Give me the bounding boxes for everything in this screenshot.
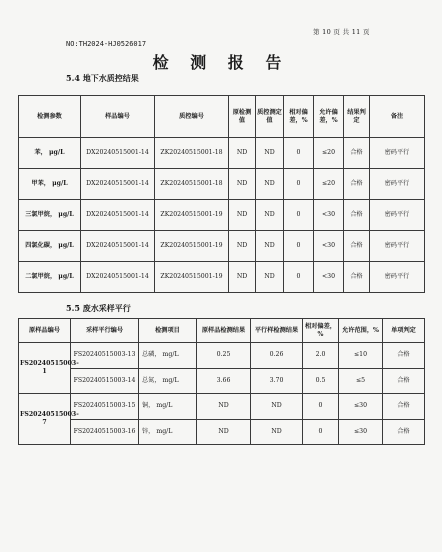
- relative-deviation-cell: 0: [284, 262, 314, 293]
- param-cell: 三氯甲烷， μg/L: [19, 200, 81, 231]
- result-cell: 合格: [383, 343, 425, 369]
- original-sample-id-cell: FS20240515003-1: [19, 343, 71, 394]
- qc-id-cell: ZK20240515001-18: [155, 138, 229, 169]
- page-number: 第 10 页 共 11 页: [313, 28, 370, 36]
- column-header: 允许偏差，%: [314, 96, 344, 138]
- column-header: 采样平行编号: [71, 319, 139, 343]
- note-cell: 密码平行: [370, 200, 425, 231]
- table-row: [19, 169, 425, 200]
- table-row: [19, 419, 425, 445]
- relative-deviation-cell: 0: [284, 169, 314, 200]
- allowed-deviation-cell: <30: [314, 200, 344, 231]
- param-cell: 甲苯， μg/L: [19, 169, 81, 200]
- report-title: 检 测 报 告: [152, 53, 290, 72]
- allowed-deviation-cell: ≤20: [314, 138, 344, 169]
- column-header: 检测项目: [139, 319, 197, 343]
- parallel-id-cell: FS20240515003-14: [71, 368, 139, 394]
- result-cell: 合格: [344, 138, 370, 169]
- qc-value-cell: ND: [256, 169, 284, 200]
- parallel-result-cell: ND: [251, 394, 303, 420]
- original-result-cell: ND: [197, 394, 251, 420]
- relative-deviation-cell: 0: [303, 394, 339, 420]
- column-header: 质控测定值: [256, 96, 284, 138]
- result-cell: 合格: [383, 368, 425, 394]
- note-cell: 密码平行: [370, 231, 425, 262]
- result-cell: 合格: [383, 419, 425, 445]
- test-item-cell: 总氮， mg/L: [139, 368, 197, 394]
- parallel-result-cell: ND: [251, 419, 303, 445]
- sample-id-cell: DX20240515001-14: [81, 262, 155, 293]
- qc-id-cell: ZK20240515001-19: [155, 231, 229, 262]
- original-result-cell: ND: [197, 419, 251, 445]
- original-result-cell: 0.25: [197, 343, 251, 369]
- table-row: [19, 138, 425, 169]
- relative-deviation-cell: 0: [284, 231, 314, 262]
- allowed-deviation-cell: <30: [314, 231, 344, 262]
- sample-id-cell: DX20240515001-14: [81, 200, 155, 231]
- original-value-cell: ND: [229, 231, 256, 262]
- relative-deviation-cell: 0: [284, 200, 314, 231]
- qc-value-cell: ND: [256, 200, 284, 231]
- column-header: 原样品检测结果: [197, 319, 251, 343]
- sample-id-cell: DX20240515001-14: [81, 169, 155, 200]
- note-cell: 密码平行: [370, 169, 425, 200]
- result-cell: 合格: [344, 200, 370, 231]
- qc-id-cell: ZK20240515001-19: [155, 262, 229, 293]
- table-row: [19, 343, 425, 369]
- allowed-deviation-cell: ≤20: [314, 169, 344, 200]
- parallel-id-cell: FS20240515003-16: [71, 419, 139, 445]
- parallel-result-cell: 3.70: [251, 368, 303, 394]
- test-item-cell: 锌， mg/L: [139, 419, 197, 445]
- original-sample-id-cell: FS20240515003-7: [19, 394, 71, 445]
- allowed-range-cell: ≤10: [339, 343, 383, 369]
- param-cell: 二氯甲烷， μg/L: [19, 262, 81, 293]
- sample-id-cell: DX20240515001-14: [81, 138, 155, 169]
- groundwater-qc-table: [18, 95, 425, 293]
- qc-id-cell: ZK20240515001-19: [155, 200, 229, 231]
- qc-id-cell: ZK20240515001-18: [155, 169, 229, 200]
- column-header: 结果判定: [344, 96, 370, 138]
- allowed-range-cell: ≤30: [339, 394, 383, 420]
- relative-deviation-cell: 0.5: [303, 368, 339, 394]
- original-value-cell: ND: [229, 138, 256, 169]
- relative-deviation-cell: 2.0: [303, 343, 339, 369]
- original-value-cell: ND: [229, 200, 256, 231]
- param-cell: 四氯化碳， μg/L: [19, 231, 81, 262]
- sample-id-cell: DX20240515001-14: [81, 231, 155, 262]
- column-header: 允许范围，%: [339, 319, 383, 343]
- table-header-row: [19, 96, 425, 138]
- column-header: 质控编号: [155, 96, 229, 138]
- table-row: [19, 368, 425, 394]
- allowed-range-cell: ≤30: [339, 419, 383, 445]
- allowed-range-cell: ≤5: [339, 368, 383, 394]
- relative-deviation-cell: 0: [303, 419, 339, 445]
- parallel-result-cell: 0.26: [251, 343, 303, 369]
- column-header: 检测参数: [19, 96, 81, 138]
- original-value-cell: ND: [229, 262, 256, 293]
- table-row: [19, 262, 425, 293]
- qc-value-cell: ND: [256, 231, 284, 262]
- result-cell: 合格: [344, 231, 370, 262]
- relative-deviation-cell: 0: [284, 138, 314, 169]
- section-heading-groundwater: 5.4 地下水质控结果: [66, 73, 139, 83]
- param-cell: 苯， μg/L: [19, 138, 81, 169]
- column-header: 单项判定: [383, 319, 425, 343]
- column-header: 相对偏差，%: [303, 319, 339, 343]
- parallel-id-cell: FS20240515003-13: [71, 343, 139, 369]
- table-row: [19, 231, 425, 262]
- column-header: 样品编号: [81, 96, 155, 138]
- result-cell: 合格: [344, 262, 370, 293]
- column-header: 原检测值: [229, 96, 256, 138]
- original-result-cell: 3.66: [197, 368, 251, 394]
- column-header: 相对偏差，%: [284, 96, 314, 138]
- qc-value-cell: ND: [256, 138, 284, 169]
- column-header: 原样品编号: [19, 319, 71, 343]
- note-cell: 密码平行: [370, 138, 425, 169]
- column-header: 备注: [370, 96, 425, 138]
- qc-value-cell: ND: [256, 262, 284, 293]
- test-item-cell: 铜， mg/L: [139, 394, 197, 420]
- result-cell: 合格: [344, 169, 370, 200]
- note-cell: 密码平行: [370, 262, 425, 293]
- test-item-cell: 总磷， mg/L: [139, 343, 197, 369]
- result-cell: 合格: [383, 394, 425, 420]
- wastewater-parallel-table: [18, 318, 425, 445]
- section-heading-wastewater: 5.5 废水采样平行: [66, 303, 131, 313]
- document-number: NO:TH2024-HJ0526017: [66, 40, 147, 48]
- table-header-row: [19, 319, 425, 343]
- table-row: [19, 394, 425, 420]
- table-row: [19, 200, 425, 231]
- column-header: 平行样检测结果: [251, 319, 303, 343]
- allowed-deviation-cell: <30: [314, 262, 344, 293]
- original-value-cell: ND: [229, 169, 256, 200]
- parallel-id-cell: FS20240515003-15: [71, 394, 139, 420]
